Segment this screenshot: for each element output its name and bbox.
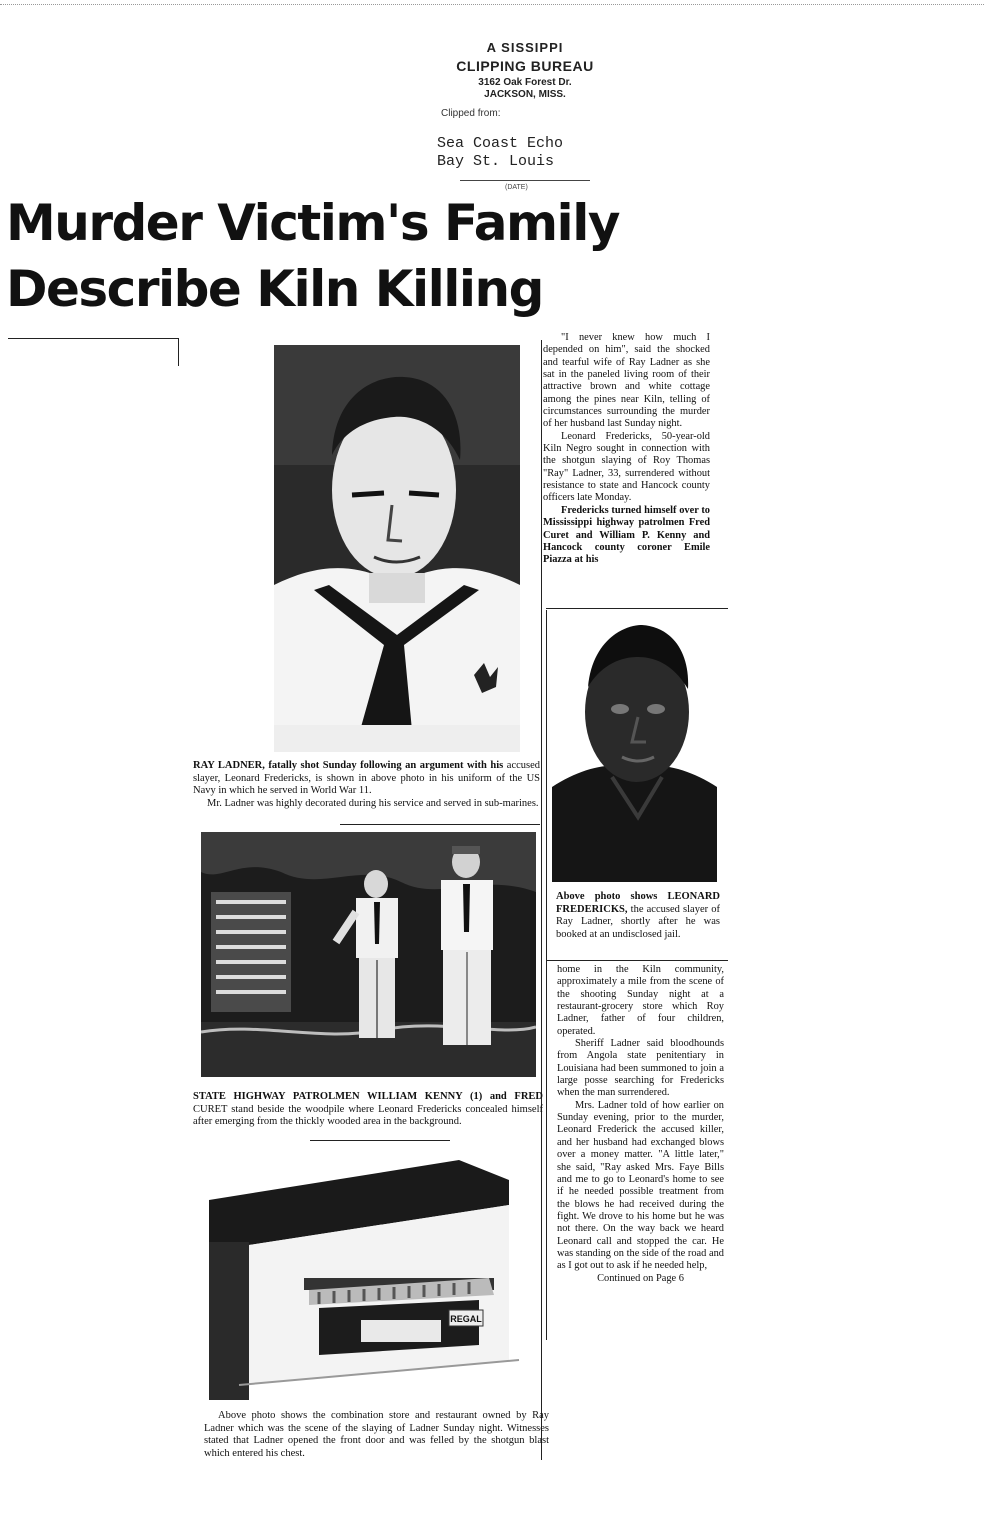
caption-patrolmen-lead: STATE HIGHWAY PATROLMEN WILLIAM KENNY (1) and FRED <box>193 1091 543 1102</box>
clipped-from-label: Clipped from: <box>441 108 501 119</box>
store-sign-regal: REGAL <box>450 1314 482 1324</box>
caption-store <box>204 1410 549 1460</box>
bureau-street: 3162 Oak Forest Dr. <box>478 77 572 88</box>
photo-store-restaurant <box>209 1160 539 1400</box>
photo-ray-ladner <box>274 345 520 752</box>
source-block <box>437 135 563 171</box>
headline-line-1: Murder Victim's Family <box>6 194 619 252</box>
story-column-bottom <box>557 964 724 1285</box>
caption-store-text: Above photo shows the combination store and restaurant owned by Ray Ladner which was the scene of the slaying of Ladner Sunday night. Witnesses stated that Ladner opened the front door and was felled by the shotgun blast which entered his chest. <box>204 1410 549 1459</box>
story-column-top <box>543 332 710 567</box>
caption-ladner-body: accused slayer, Leonard Fredericks, is shown in above photo in his uniform of the US Navy in which he served in World War 11. <box>193 760 541 796</box>
source-paper: Sea Coast Echo <box>437 135 564 152</box>
caption-patrolmen <box>193 1091 543 1129</box>
rule-under-ladner-caption <box>340 824 540 825</box>
caption-fredericks-body: the accused slayer of Ray Ladner, shortly after he was booked at an undisclosed jail. <box>556 903 721 940</box>
source-place: Bay St. Louis <box>437 153 555 170</box>
rule-above-fredericks-photo <box>546 608 728 609</box>
clipping-bureau-stamp <box>440 40 610 100</box>
photo-patrolmen-woodpile <box>201 832 536 1077</box>
rule-under-patrolmen-caption <box>310 1140 450 1141</box>
story-p1: "I never knew how much I depended on him", said the shocked and tearful wife of Ray Ladner as she sat in the paneled living room of their attractive brown and white cottage among the pines near Kiln, telling of circumstances surrounding the murder of her husband last Sunday night. <box>543 332 710 430</box>
column-rule-right <box>546 610 547 1340</box>
caption-leonard-fredericks <box>556 891 720 941</box>
caption-ladner-lead: RAY LADNER, fatally shot Sunday following an argument with his <box>193 760 504 771</box>
rule-below-fredericks-caption <box>546 960 728 961</box>
story-p2: Leonard Fredericks, 50-year-old Kiln Negro sought in connection with the shotgun slaying of Roy Thomas "Ray" Ladner, 33, surrendered without resistance to state and Hancock county officers late Monday. <box>543 430 710 504</box>
date-line <box>460 180 590 181</box>
caption-fredericks-lead: Above photo shows LEONARD FREDERICKS, <box>556 891 720 915</box>
headline <box>6 190 706 322</box>
rule-under-headline-left <box>8 338 178 339</box>
caption-patrolmen-body: CURET stand beside the woodpile where Leonard Fredericks concealed himself after emerging from the thickly wooded area in the background. <box>193 1103 543 1127</box>
story-p6: Mrs. Ladner told of how earlier on Sunday evening, prior to the murder, Leonard Frederick the accused killer, and her husband had exchanged blows over a money matter. "A little later," she said, "Ray asked Mrs. Faye Bills and me to go to Leonard's home to see if he needed possible treatment from the blows he had received during the fight. We drove to his home but he was not there. On the way back we heard Leonard call and stopped the car. He was standing on the side of the road and as I got out to ask if he needed help, <box>557 1099 724 1272</box>
story-p3: Fredericks turned himself over to Mississippi highway patrolmen Fred Curet and William P. Kenny and Hancock county coroner Emile Piazza at his <box>543 504 710 566</box>
photo-leonard-fredericks <box>552 617 717 882</box>
bureau-city: JACKSON, MISS. <box>484 89 566 100</box>
story-p4: home in the Kiln community, approximately a mile from the scene of the shooting Sunday night at a restaurant-grocery store which Roy Ladner, father of four children, operated. <box>557 964 724 1037</box>
caption-ladner-p2: Mr. Ladner was highly decorated during his service and served in sub-marines. <box>207 797 539 809</box>
caption-ray-ladner <box>193 760 540 810</box>
rule-headline-tick <box>178 338 179 366</box>
top-dotted-rule <box>0 4 984 5</box>
column-rule-main <box>541 340 542 1460</box>
bureau-name: CLIPPING BUREAU <box>456 58 594 74</box>
story-p5: Sheriff Ladner said bloodhounds from Angola state penitentiary in Louisiana had been summoned to join a large posse searching for Fredericks when the man surrendered. <box>557 1038 724 1099</box>
story-continued: Continued on Page 6 <box>597 1272 684 1284</box>
headline-line-2: Describe Kiln Killing <box>6 260 543 318</box>
bureau-state: A SISSIPPI <box>486 40 564 55</box>
date-label: (DATE) <box>505 184 528 191</box>
